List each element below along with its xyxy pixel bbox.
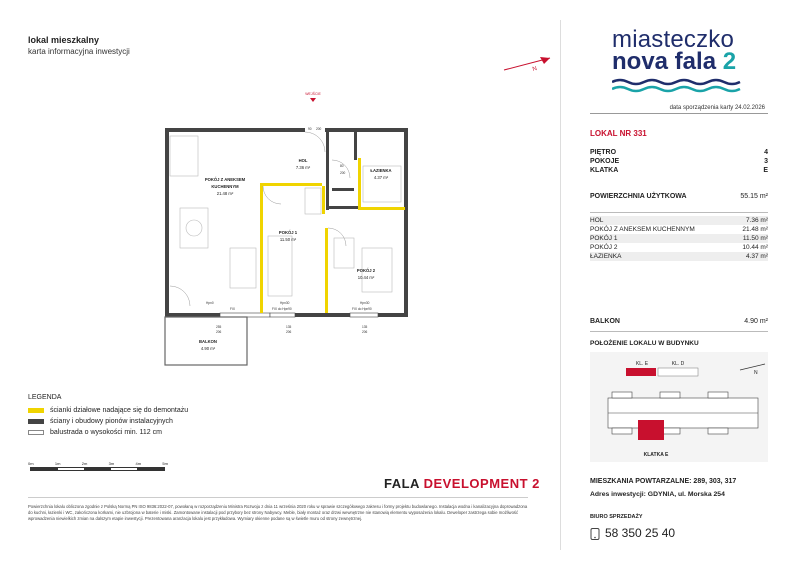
floor-plan bbox=[150, 88, 440, 378]
site-label-kl-e: KL. E bbox=[635, 361, 649, 367]
room-label: POKÓJ Z ANEKSEM KUCHENNYM bbox=[590, 226, 695, 233]
legend-swatch-dark bbox=[28, 419, 44, 424]
scale-bar bbox=[30, 467, 165, 471]
room-row bbox=[590, 243, 768, 252]
scale-tick: 3m bbox=[108, 461, 115, 466]
document-subtitle: karta informacyjna inwestycji bbox=[28, 47, 130, 56]
plan-p2-area: 10.44 m² bbox=[357, 275, 375, 280]
plan-fix-hpn-a: FIX do Hpn90 bbox=[272, 307, 292, 311]
footer-rule bbox=[28, 497, 528, 498]
plan-door-width: 90 bbox=[308, 127, 312, 131]
unit-number: LOKAL NR 331 bbox=[590, 129, 647, 138]
legend-swatch-yellow bbox=[28, 408, 44, 413]
site-klatka-d-block bbox=[658, 368, 698, 376]
developer-logo bbox=[384, 476, 540, 491]
phone-icon bbox=[590, 528, 600, 540]
total-area-value: 55.15 m² bbox=[740, 193, 768, 200]
plan-kitchen-line1: POKÓJ Z ANEKSEM bbox=[204, 177, 246, 182]
room-value: 21.48 m² bbox=[742, 226, 768, 233]
fine-print: Powierzchnia lokalu obliczona zgodnie z Polską Normą PN ISO 9836:2022-07, powołaną w rozporządzeniu Ministra Rozwoju z dnia 11 września 2020 roku w sprawie szczegółowego zakresu i formy projektu budowlanego. Instalacja wodna i kanalizacyjna doprowadzona do kuchni, łazienki i WC, zakończona korkami, nie uzbrojona w baterie i miski. Zamontowane instalacji pod przybory bez strony Nabywcy. Meble, biały montaż oraz drzwi wewnętrzne nie stanowią elementu wyposażenia lokalu. Deweloper zastrzega sobie możliwość wprowadzenia niewielkich zmian na dalszym etapie inwestycji. Prezentowana aranżacja lokalu jest przykładowa. Wymiary okienne podane są w świetle muru od strony zewnętrznej. bbox=[28, 504, 528, 522]
plan-laz: ŁAZIENKA bbox=[370, 168, 392, 173]
balcony-rule bbox=[590, 331, 768, 332]
plan-kitchen-area: 21.48 m² bbox=[216, 191, 234, 196]
legend-item bbox=[28, 429, 162, 436]
date-label: data sporządzenia karty 24.02.2026 bbox=[669, 105, 765, 111]
plan-hpn30-a: Hpn30 bbox=[280, 301, 290, 305]
north-arrow-icon bbox=[500, 54, 555, 76]
room-label: HOL bbox=[590, 217, 604, 224]
balcony-value: 4.90 m² bbox=[744, 318, 768, 325]
plan-bath-door-width: 80 bbox=[340, 164, 344, 168]
header-rule bbox=[590, 113, 768, 114]
building-location-map bbox=[590, 352, 768, 462]
site-unit-highlight bbox=[638, 420, 664, 440]
plan-window-135-b: 135 bbox=[362, 325, 368, 329]
fact-value: E bbox=[763, 167, 768, 174]
room-row bbox=[590, 234, 768, 243]
developer-name-a: FALA bbox=[384, 476, 424, 491]
plan-hol: HOL bbox=[298, 158, 308, 163]
site-label-kl-d: KL. D bbox=[671, 361, 685, 367]
room-label: ŁAZIENKA bbox=[590, 253, 622, 260]
fact-value: 3 bbox=[764, 158, 768, 165]
fact-label: PIĘTRO bbox=[590, 149, 617, 156]
fact-row bbox=[590, 149, 768, 156]
scale-tick: 1m bbox=[54, 461, 61, 466]
plan-window-255: 255 bbox=[216, 325, 222, 329]
repeated-units: MIESZKANIA POWTARZALNE: 289, 303, 317 bbox=[590, 478, 737, 485]
room-row bbox=[590, 252, 768, 261]
legend-swatch-outline bbox=[28, 430, 44, 435]
logo-line2 bbox=[612, 48, 736, 76]
room-row bbox=[590, 225, 768, 234]
room-value: 11.50 m² bbox=[742, 235, 768, 242]
plan-hpn0: Hpn0 bbox=[206, 301, 214, 305]
legend-label: balustrada o wysokości min. 112 cm bbox=[50, 429, 162, 436]
fact-label: KLATKA bbox=[590, 167, 619, 174]
plan-hpn30-b: Hpn30 bbox=[360, 301, 370, 305]
plan-window-135-a: 135 bbox=[286, 325, 292, 329]
plan-laz-area: 4.37 m² bbox=[373, 175, 389, 180]
plan-balkon: BALKON bbox=[199, 339, 217, 344]
fact-label: POKOJE bbox=[590, 158, 620, 165]
plan-hol-area: 7.36 m² bbox=[295, 165, 311, 170]
plan-balkon-area: 4.90 m² bbox=[200, 346, 216, 351]
fact-value: 4 bbox=[764, 149, 768, 156]
plan-fix-label: FIX bbox=[230, 307, 235, 311]
plan-kitchen-line2: KUCHENNYM bbox=[211, 184, 239, 189]
plan-bath-door-height: 200 bbox=[340, 171, 346, 175]
column-divider bbox=[560, 20, 561, 550]
legend-item bbox=[28, 418, 173, 425]
fact-row bbox=[590, 167, 768, 174]
legend-item bbox=[28, 407, 188, 414]
room-value: 10.44 m² bbox=[742, 244, 768, 251]
room-label: POKÓJ 1 bbox=[590, 235, 618, 242]
room-label: POKÓJ 2 bbox=[590, 244, 618, 251]
legend-label: ściany i obudowy pionów instalacyjnych bbox=[50, 418, 173, 425]
scale-tick: 2m bbox=[81, 461, 88, 466]
scale-tick: 5m bbox=[162, 461, 168, 466]
developer-name-b: DEVELOPMENT 2 bbox=[423, 476, 540, 491]
investment-address: Adres inwestycji: GDYNIA, ul. Morska 254 bbox=[590, 491, 725, 498]
plan-fix-hpn-b: FIX do Hpn90 bbox=[352, 307, 372, 311]
plan-p2: POKÓJ 2 bbox=[356, 268, 376, 273]
total-area-row bbox=[590, 193, 768, 200]
plan-door-height: 200 bbox=[316, 127, 322, 131]
room-row bbox=[590, 216, 768, 225]
logo-line2a: nova fala bbox=[612, 48, 723, 75]
legend-label: ścianki działowe nadające się do demontażu bbox=[50, 407, 189, 414]
logo-waves-icon bbox=[612, 78, 742, 94]
site-klatka-label: KLATKA E bbox=[643, 452, 669, 458]
plan-p1-area: 11.50 m² bbox=[279, 237, 297, 242]
document-type: lokal mieszkalny bbox=[28, 35, 100, 45]
plan-window-206-b: 206 bbox=[362, 330, 368, 334]
sales-office-label: BIURO SPRZEDAŻY bbox=[590, 514, 643, 520]
room-value: 7.36 m² bbox=[745, 217, 768, 224]
balcony-label: BALKON bbox=[590, 318, 620, 325]
logo-line1: miasteczko bbox=[612, 26, 735, 53]
plan-window-206: 206 bbox=[216, 330, 222, 334]
site-klatka-e-block bbox=[626, 368, 656, 376]
scale-labels bbox=[28, 461, 168, 466]
sales-phone: 58 350 25 40 bbox=[605, 526, 676, 540]
logo-number: 2 bbox=[722, 48, 737, 75]
entrance-arrow-icon bbox=[310, 98, 316, 102]
rooms-rule bbox=[590, 212, 768, 213]
site-north-label: N bbox=[754, 370, 758, 376]
total-area-label: POWIERZCHNIA UŻYTKOWA bbox=[590, 193, 687, 200]
plan-window-206-a: 206 bbox=[286, 330, 292, 334]
plan-p1: POKÓJ 1 bbox=[278, 230, 298, 235]
entrance-label: WEJŚCIE bbox=[305, 92, 321, 96]
scale-tick: 0m bbox=[28, 461, 34, 466]
location-title: POŁOŻENIE LOKALU W BUDYNKU bbox=[590, 340, 699, 347]
balcony-row bbox=[590, 318, 768, 325]
room-value: 4.37 m² bbox=[745, 253, 768, 260]
scale-tick: 4m bbox=[135, 461, 142, 466]
fact-row bbox=[590, 158, 768, 165]
legend-title: LEGENDA bbox=[28, 394, 62, 401]
svg-text:N: N bbox=[531, 66, 538, 73]
